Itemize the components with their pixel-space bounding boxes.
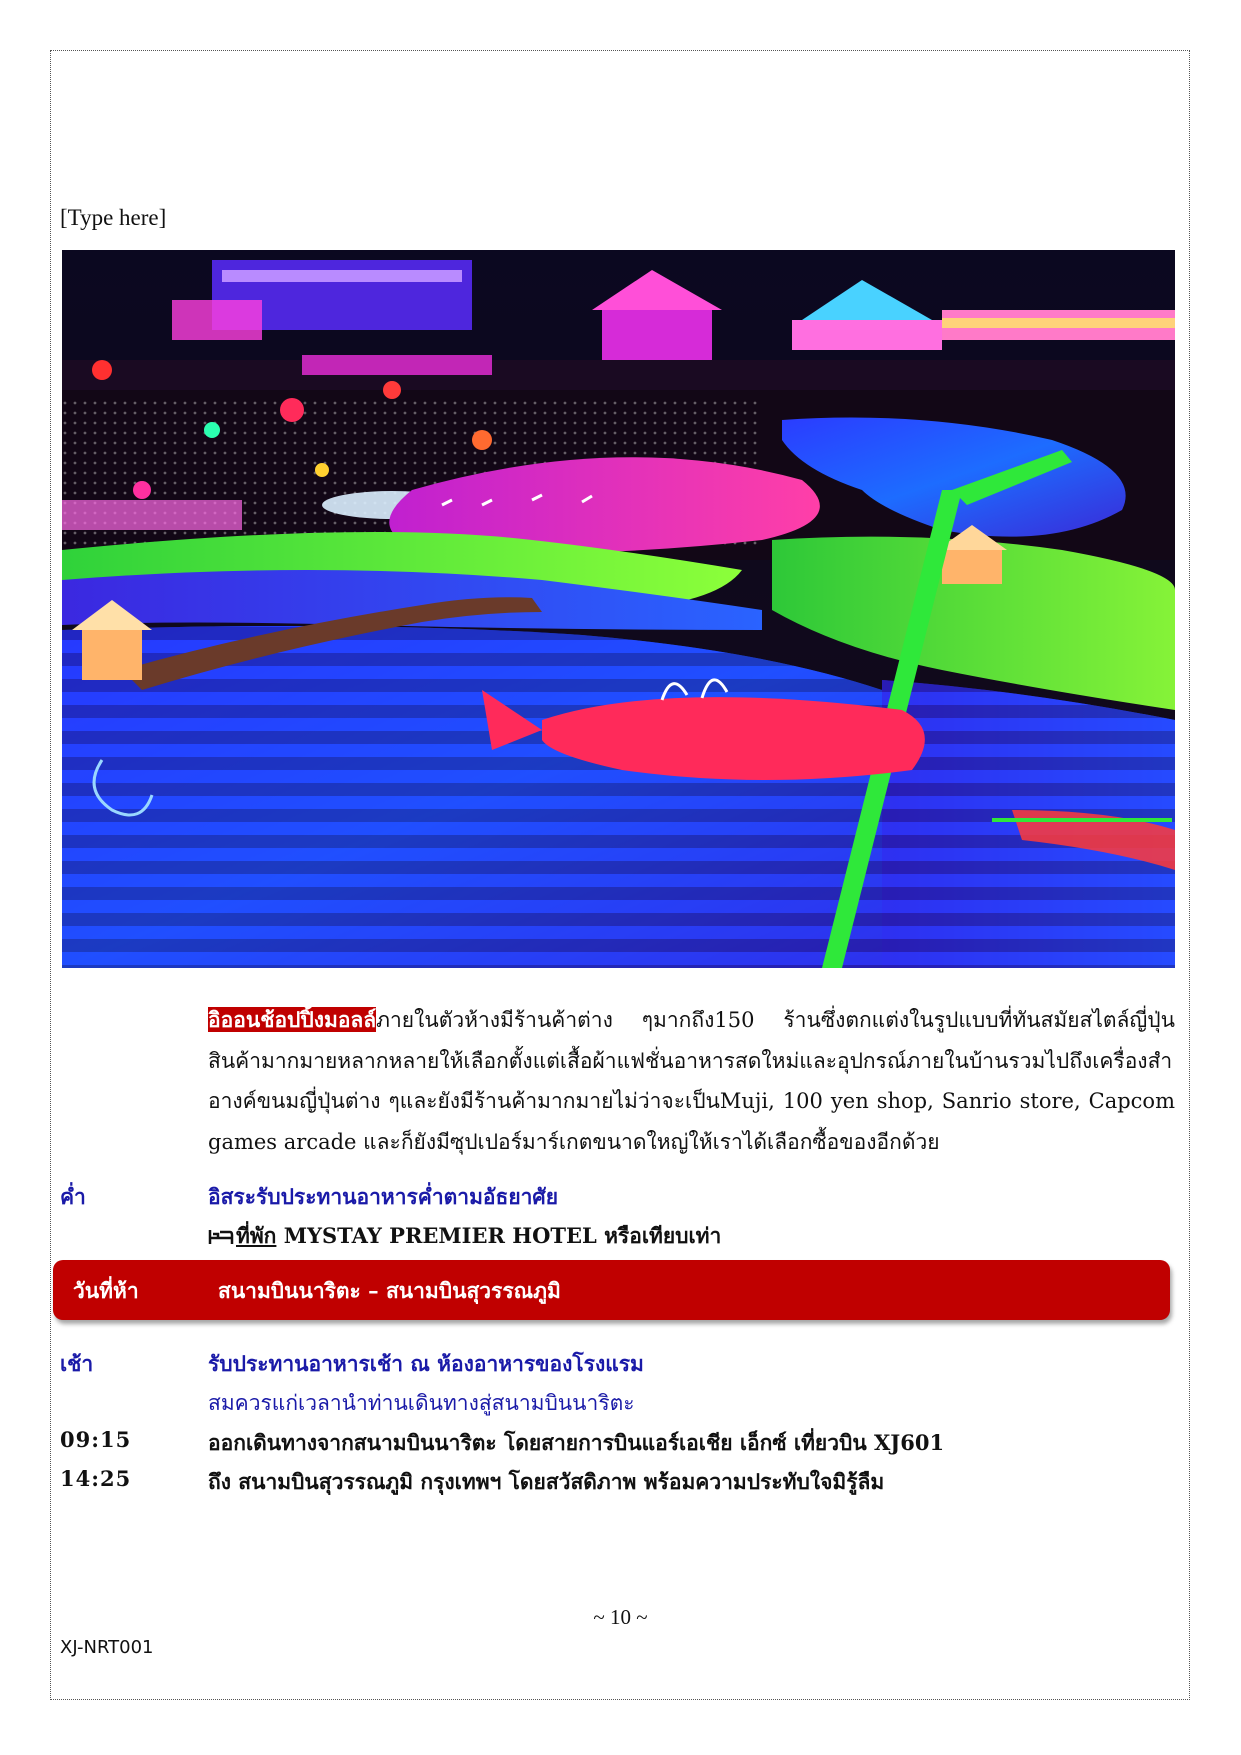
page-number: ~ 10 ~ xyxy=(593,1605,648,1629)
day-label: วันที่ห้า xyxy=(73,1278,139,1303)
breakfast-subtext: สมควรแก่เวลานำท่านเดินทางสู่สนามบินนาริตะ xyxy=(208,1391,635,1415)
hotel-label: ที่พัก xyxy=(236,1223,277,1248)
mall-name-highlight: อิออนช้อปปิ้งมอลล์ xyxy=(208,1007,377,1032)
breakfast-text: รับประทานอาหารเช้า ณ ห้องอาหารของโรงแรม xyxy=(208,1351,644,1376)
day-five-banner xyxy=(53,1260,1170,1320)
schedule-time-1: 09:15 xyxy=(60,1427,132,1452)
hotel-line xyxy=(208,1220,721,1253)
illuminated-light-festival-photo xyxy=(62,250,1175,968)
dinner-label: ค่ำ xyxy=(60,1184,86,1209)
dinner-text: อิสระรับประทานอาหารค่ำตามอัธยาศัย xyxy=(208,1184,559,1209)
schedule-text-1: ออกเดินทางจากสนามบินนาริตะ โดยสายการบินแอร์เอเชีย เอ็กซ์ เที่ยวบิน XJ601 xyxy=(208,1430,945,1455)
schedule-time-2: 14:25 xyxy=(60,1466,132,1491)
bed-icon xyxy=(208,1226,234,1246)
mall-description xyxy=(208,1000,1175,1162)
breakfast-label: เช้า xyxy=(60,1351,94,1376)
header-placeholder: [Type here] xyxy=(60,205,167,230)
hotel-name: MYSTAY PREMIER HOTEL หรือเทียบเท่า xyxy=(276,1223,722,1248)
document-code: XJ-NRT001 xyxy=(60,1637,154,1658)
schedule-text-2: ถึง สนามบินสุวรรณภูมิ กรุงเทพฯ โดยสวัสดิภาพ พร้อมความประทับใจมิรู้ลืม xyxy=(208,1469,885,1494)
mall-description-text: ภายในตัวห้างมีร้านค้าต่าง ๆมากถึง150 ร้านซึ่งตกแต่งในรูปแบบที่ทันสมัยสไตล์ญี่ปุ่น สินค้ามากมายหลากหลายให้เลือกตั้งแต่เสื้อผ้าแฟชั่นอาหารสดใหม่และอุปกรณ์ภายในบ้านรวมไปถึงเครื่องสำอางค์ขนมญี่ปุ่นต่าง ๆและยังมีร้านค้ามากมายไม่ว่าจะเป็นMuji, 100 yen shop, Sanrio store, Capcom games arcade และก็ยังมีซุปเปอร์มาร์เกตขนาดใหญ่ให้เราได้เลือกซื้อของอีกด้วย xyxy=(208,1008,1175,1154)
day-title: สนามบินนาริตะ – สนามบินสุวรรณภูมิ xyxy=(218,1278,561,1303)
